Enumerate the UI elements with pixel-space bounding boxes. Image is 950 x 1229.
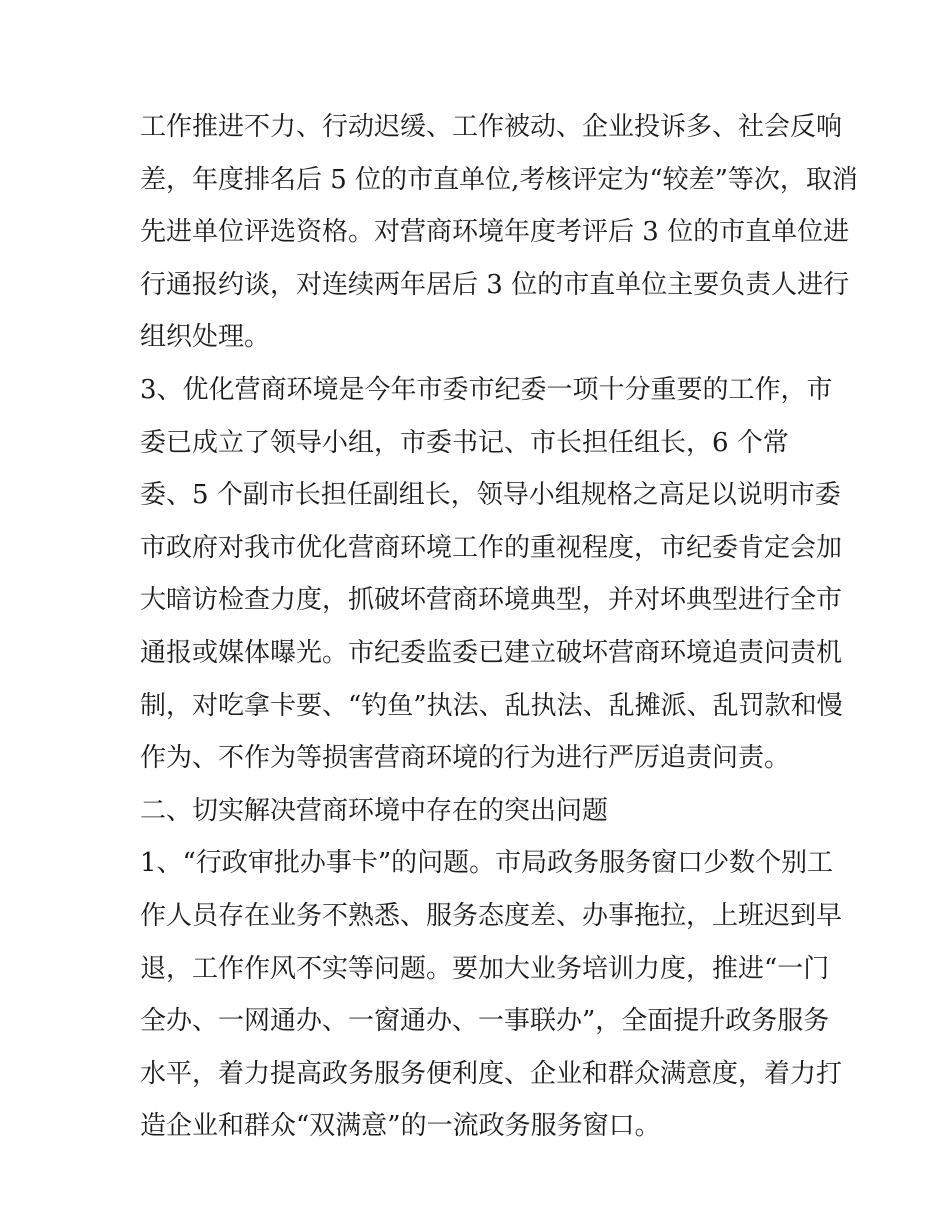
text-line: 市政府对我市优化营商环境工作的重视程度，市纪委肯定会加 <box>140 532 843 563</box>
text-line: 3、优化营商环境是今年市委市纪委一项十分重要的工作，市 <box>140 374 833 405</box>
text-line: 组织处理。 <box>140 322 271 353</box>
text-line: 全办、一网通办、一窗通办、一事联办”，全面提升政务服务 <box>140 1006 830 1037</box>
text-line: 委已成立了领导小组，市委书记、市长担任组长，6 个常 <box>140 427 789 458</box>
document-body <box>140 101 858 1153</box>
text-line: 作人员存在业务不熟悉、服务态度差、办事拖拉，上班迟到早 <box>140 900 843 931</box>
text-line: 作为、不作为等损害营商环境的行为进行严厉追责问责。 <box>140 743 791 774</box>
text-line: 通报或媒体曝光。市纪委监委已建立破坏营商环境追责问责机 <box>140 637 843 668</box>
text-line: 退，工作作风不实等问题。要加大业务培训力度，推进“一门 <box>140 953 830 984</box>
text-line: 1、“行政审批办事卡”的问题。市局政务服务窗口少数个别工 <box>140 848 834 879</box>
text-line: 制，对吃拿卡要、“钓鱼”执法、乱执法、乱摊派、乱罚款和慢 <box>140 690 843 721</box>
text-line: 工作推进不力、行动迟缓、工作被动、企业投诉多、社会反响 <box>140 112 843 142</box>
text-line: 大暗访检查力度，抓破坏营商环境典型，并对坏典型进行全市 <box>140 585 843 616</box>
text-line: 差，年度排名后 5 位的市直单位,考核评定为“较差”等次，取消 <box>140 164 858 195</box>
section-heading: 二、切实解决营商环境中存在的突出问题 <box>140 795 609 826</box>
text-line: 水平，着力提高政务服务便利度、企业和群众满意度，着力打 <box>140 1058 843 1089</box>
text-line: 造企业和群众“双满意”的一流政务服务窗口。 <box>140 1111 661 1142</box>
text-line: 委、5 个副市长担任副组长，领导小组规格之高足以说明市委 <box>140 480 841 511</box>
text-line: 行通报约谈，对连续两年居后 3 位的市直单位主要负责人进行 <box>140 269 850 300</box>
text-line: 先进单位评选资格。对营商环境年度考评后 3 位的市直单位进 <box>140 217 850 248</box>
